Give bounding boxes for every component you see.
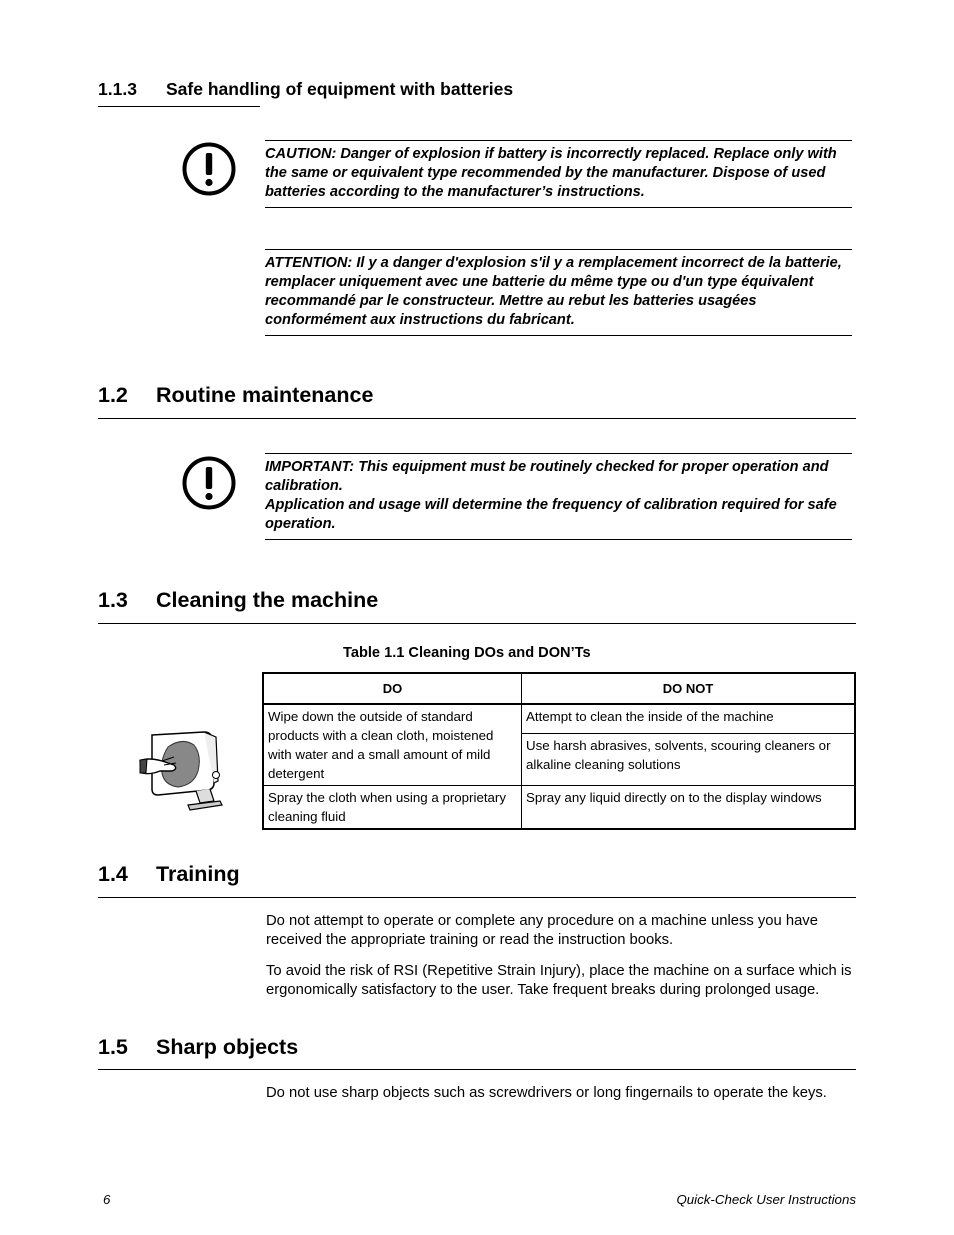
footer-document-title: Quick-Check User Instructions xyxy=(676,1192,856,1207)
heading-number: 1.4 xyxy=(98,862,128,886)
heading-1-2 xyxy=(98,383,373,408)
table-cell-do-not: Use harsh abrasives, solvents, scouring cleaners or alkaline cleaning solutions xyxy=(522,734,856,786)
table-header-row xyxy=(263,673,855,704)
caution-text: CAUTION: Danger of explosion if battery is incorrectly replaced. Replace only with the same or equivalent type recommended by the manufacturer. Dispose of used batteries according to the manufacturer’s instructions. xyxy=(265,146,837,200)
table-caption: Table 1.1 Cleaning DOs and DON’Ts xyxy=(343,645,591,661)
training-paragraph-1: Do not attempt to operate or complete any procedure on a machine unless you have received the appropriate training or read the instruction books. xyxy=(266,913,818,948)
heading-1-4 xyxy=(98,862,240,887)
important-line-1: IMPORTANT: This equipment must be routinely checked for proper operation and calibration. xyxy=(265,459,829,494)
heading-number: 1.1.3 xyxy=(98,79,137,99)
caution-note-french xyxy=(265,249,852,336)
heading-rule xyxy=(98,106,260,107)
heading-rule xyxy=(98,897,856,898)
column-header-do-not: DO NOT xyxy=(522,673,856,704)
caution-note-english xyxy=(265,140,852,208)
heading-1-5 xyxy=(98,1035,298,1060)
table-cell-do: Spray the cloth when using a proprietary cleaning fluid xyxy=(263,786,522,830)
attention-text: ATTENTION: Il y a danger d'explosion s'il y a remplacement incorrect de la batterie, remplacer uniquement avec une batterie du même type ou d'un type équivalent recommandé par le constructeur. Mettre au rebut les batteries usagées conformément aux instructions du fabricant. xyxy=(265,255,842,328)
heading-number: 1.3 xyxy=(98,588,128,612)
sharp-objects-paragraph: Do not use sharp objects such as screwdrivers or long fingernails to operate the keys. xyxy=(266,1085,827,1101)
heading-number: 1.2 xyxy=(98,383,128,407)
heading-rule xyxy=(98,418,856,419)
page-number: 6 xyxy=(103,1192,111,1207)
heading-title: Routine maintenance xyxy=(156,383,374,407)
table-row xyxy=(263,704,855,734)
warning-exclamation-icon xyxy=(182,456,236,510)
heading-title: Sharp objects xyxy=(156,1035,299,1059)
warning-exclamation-icon xyxy=(182,142,236,196)
important-line-2: Application and usage will determine the frequency of calibration required for safe operation. xyxy=(265,497,837,532)
heading-title: Safe handling of equipment with batteries xyxy=(166,79,514,99)
heading-1-3 xyxy=(98,588,378,613)
cleaning-dos-donts-table xyxy=(262,672,856,830)
heading-title: Training xyxy=(156,862,240,886)
training-paragraph-2: To avoid the risk of RSI (Repetitive Strain Injury), place the machine on a surface which is ergonomically satisfactory to the user. Take frequent breaks during prolonged usage. xyxy=(266,963,852,998)
heading-title: Cleaning the machine xyxy=(156,588,379,612)
table-row xyxy=(263,786,855,830)
heading-rule xyxy=(98,1069,856,1070)
column-header-do: DO xyxy=(263,673,522,704)
table-cell-do-not: Attempt to clean the inside of the machine xyxy=(522,704,856,734)
cleaning-display-icon xyxy=(138,731,224,813)
table-cell-do: Wipe down the outside of standard products with a clean cloth, moistened with water and a small amount of mild detergent xyxy=(263,704,522,786)
important-note xyxy=(265,453,852,540)
heading-number: 1.5 xyxy=(98,1035,128,1059)
table-cell-do-not: Spray any liquid directly on to the display windows xyxy=(522,786,856,830)
heading-1-1-3 xyxy=(98,79,513,100)
heading-rule xyxy=(98,623,856,624)
